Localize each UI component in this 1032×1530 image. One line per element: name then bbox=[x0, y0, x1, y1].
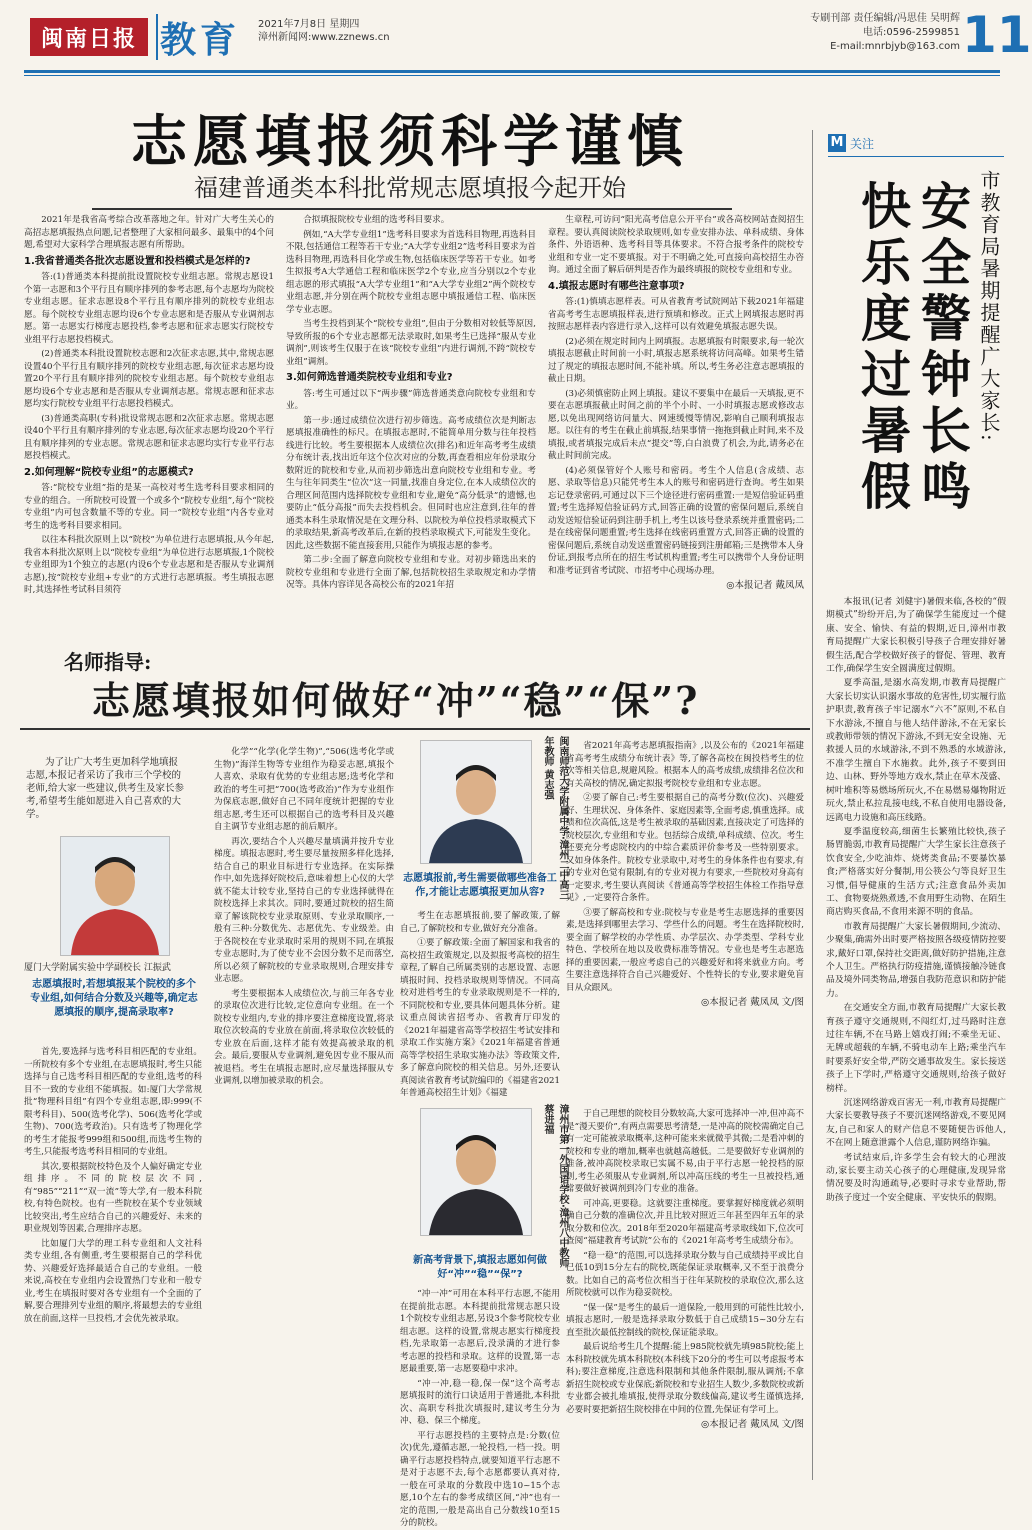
article2-rule bbox=[20, 728, 810, 730]
paragraph: 夏季高温,是溺水高发期,市教育局提醒广大家长切实认识溺水事故的危害性,切实履行监护职责,教育孩子牢记溺水“六不”原则,不私自下水游泳,不擅自与他人结伴游泳,不在无家长或教师带领的情况下游泳,不到无安全设施、无救援人员的水域游泳,不到不熟悉的水域游泳,不准学生擅自下水施救。此外,孩子不要到田边、山林、野外等地方戏水,禁止在草木茂盛、树叶堆积等易燃场所玩火,不在易燃易爆物附近玩火,禁止私拉乱接电线,不私自使用电器设备,远离电力设施和高压线路。 bbox=[826, 678, 1006, 823]
article2-column-d bbox=[566, 740, 804, 1104]
paragraph: 本报讯(记者 刘健宇)暑假来临,各校的“假期模式”纷纷开启,为了确保学生能度过一个健康、安全、愉快、有益的假期,近日,漳州市教育局提醒广大家长积极引导孩子合理安排好暑假生活,配合学校做好孩子的督促、管理、教育工作,确保学生安全圆满度过假期。 bbox=[826, 597, 1006, 675]
paragraph: (3)必须慎密防止网上填报。建议不要集中在最后一天填报,更不要在志愿填报截止时间之前的半个小时、一小时填报志愿或修改志愿,以免出现网络访问量大、网速缓慢等情况,影响自己顺利填报志愿。以往有的考生在截止前填报,结果事情一拖拖到截止时间,来不及填报,或者填报完成后未点“提交”等,白白浪费了机会,为此,请务必在截止时间前完成。 bbox=[548, 388, 804, 461]
article1-title: 志愿填报须科学谨慎 bbox=[131, 109, 689, 175]
article1-column-2 bbox=[286, 214, 536, 634]
paragraph: 2021年是我省高考综合改革落地之年。针对广大考生关心的高招志愿填报热点问题,记者整理了大家相问最多、最集中的4个问题,希望对大家科学合理填报志愿有所帮助。 bbox=[24, 215, 274, 250]
article2-column-e bbox=[400, 1288, 560, 1528]
masthead-rule bbox=[24, 70, 1000, 73]
teacher3-photo bbox=[420, 1108, 532, 1236]
paragraph: 平行志愿投档的主要特点是:分数(位次)优先,遵循志愿,一轮投档,一档一投。明确平行志愿投档特点,就要知道平行志愿不是对于志愿不去,每个志愿都要认真对待,一般在可录取的分数段中选10~15个志愿,10个左右的参考成绩区间,“冲”也有一定的范围,一般是高出自己分数线10至15分的院校。 bbox=[400, 1430, 560, 1528]
byline: ◎本报记者 戴凤凤 bbox=[726, 580, 804, 591]
newspaper-logo: 闽南日报 bbox=[30, 18, 148, 56]
page-number: 11 bbox=[962, 6, 1032, 64]
paragraph: 答:“院校专业组”指的是某一高校对考生选考科目要求相同的专业的组合。一所院校可设置一个或多个“院校专业组”,每个“院校专业组”内可包含数量不等的专业。同一“院校专业组”内各专业对考生的选考科目要求相同。 bbox=[24, 483, 274, 531]
paragraph: (4)必须保管好个人账号和密码。考生个人信息(含成绩、志愿、录取等信息)只能凭考生本人的账号和密码进行查询。考生如果忘记登录密码,可通过以下三个途径进行密码重置:一是短信验证码重置;考生选择短信验证码方式,回答正确的设置的密保问题后,系统自动发送短信验证码到注册手机上,考生以该号登录系统并重置密码;二是在线密保问题重置;考生选择在线密码重置方式,回答正确的设置的密保问题后,系统自动发送重置密码链接到注册邮箱;三是携带本人身份证,到报考点所在的招生考试机构重置;考生可以携带个人身份证明和准考证到省考试院、市招考中心现场办理。 bbox=[548, 465, 804, 576]
paragraph: 第一步:通过成绩位次进行初步筛选。高考成绩位次是判断志愿填报准确性的标尺。在填报志愿时,不能简单用分数与往年投档线进行比较。考生要根据本人成绩位次(排名)和近年高考考生成绩分布统计表,找出近年这个位次对应的分数,再查看相应年份录取分数附近的院校和专业,从而初步筛选出意向院校专业组和专业。考生与往年同类生“位次”这一同量,找准自身定位,在本人成绩位次的合理区间范围内选择院校专业组和专业,避免“高分低录”的遗憾,也要防止“低分高报”而失去投档机会。但同时也应注意到,往年的普通类本科生录取情况是在文理分科、以院校为单位投档录取模式下的录取结果,新高考改革后,在新的投档录取模式下,可能发生变化。因此,这些数据不能直接套用,只能作为填报志愿的参考。 bbox=[286, 415, 536, 551]
paragraph: 考生在志愿填报前,要了解政策,了解自己,了解院校和专业,做好充分准备。 bbox=[400, 911, 560, 934]
article1-subtitle: 福建普通类本科批常规志愿填报今起开始 bbox=[194, 174, 626, 202]
section-divider bbox=[156, 14, 158, 60]
issue-date: 2021年7月8日 星期四 bbox=[258, 19, 360, 30]
teacher3-caption: 漳州市第一外国语学校·漳州八中教师 蔡进福 bbox=[542, 1104, 568, 1268]
masthead-rule-thin bbox=[24, 75, 1000, 76]
article2-intro: 为了让广大考生更加科学地填报志愿,本报记者采访了我市三个学校的老师,给大家一些建议,供考生及家长参考,希望考生能如愿进入自己喜欢的大学。 bbox=[26, 757, 185, 820]
paragraph: 答:考生可通过以下“两步骤”筛选普通类意向院校专业组和专业。 bbox=[286, 388, 536, 411]
paragraph: ①要了解政策:全面了解国家和我省的高校招生政策规定,以及拟报考高校的招生章程,了解自己所属类别的志愿设置、志愿填报时间、投档录取规则等情况。不同高校对进档考生的专业录取规则是不一样的,不同院校和专业,要具体问题具体分析。建议重点阅读省招考办、省教育厅印发的《2021年福建省高等学校招生考试安排和录取工作实施方案》《2021年福建省普通高等学校招生录取实施办法》等政策文件,多了解意向院校的相关信息。另外,还要认真阅读省教育考试院编印的《福建省2021年普通高校招生计划》《福建 bbox=[400, 938, 560, 1098]
paragraph: 比如厦门大学的理工科专业组和人文社科类专业组,各有侧重,考生要根据自己的学科优势、兴趣爱好选择最适合自己的专业组。一般来说,高校在专业组内会设置热门专业和一般专业,考生在填报时要对各专业组有一个全面的了解,要合理排列专业组的顺序,将最想去的专业组放在前面,这样一旦投档,才会优先被录取。 bbox=[24, 1238, 202, 1324]
teacher2-question: 志愿填报前,考生需要做哪些准备工作,才能让志愿填报更加从容? bbox=[403, 873, 557, 898]
focus-rule bbox=[828, 156, 1004, 157]
masthead bbox=[0, 0, 1032, 70]
paragraph: 沉迷网络游戏百害无一利,市教育局提醒广大家长要教导孩子不要沉迷网络游戏,不要见网友,自己和家人的财产信息不要随便告诉他人,不在网上随意泄露个人信息,谨防网络诈骗。 bbox=[826, 1098, 1006, 1149]
question-heading: 3.如何筛选普通类院校专业组和专业? bbox=[286, 372, 453, 383]
paragraph: 夏季温度较高,细菌生长繁殖比较快,孩子肠胃脆弱,市教育局提醒广大学生家长注意孩子饮食安全,少吃油炸、烧烤类食品;不要暴饮暴食;严格落实好分餐制,用公筷公勺等良好卫生习惯,倡导健康的生活方式;注意食品外卖加工、食物要烧熟煮透,不食用野生动物、在陌生商店购买食品,不食用来源不明的食品。 bbox=[826, 826, 1006, 918]
paragraph: 考生要根据本人成绩位次,与前三年各专业的录取位次进行比较,定位意向专业组。在一个院校专业组内,专业的排序要注意梯度设置,将录取位次较高的专业放在前面,将录取位次较低的专业放在后面,这样才能有效提高被录取的机会。最后,要服从专业调剂,避免因专业不服从而被退档。考生在填报志愿时,应尽量选择服从专业调剂,以增加被录取的机会。 bbox=[214, 988, 394, 1086]
teacher3-question: 新高考背景下,填报志愿如何做好“冲”“稳”“保”? bbox=[413, 1255, 547, 1280]
teacher1-question: 志愿填报时,若想填报某个院校的多个专业组,如何结合分数及兴趣等,确定志愿填报的顺序,提高录取率? bbox=[30, 979, 198, 1018]
focus-headline-line2: 快乐度过暑假 bbox=[853, 180, 912, 516]
paragraph: “保一保”是考生的最后一道保险,一般用到的可能性比较小,填报志愿时,一般是选择录取分数低于自己成绩15~30分左右直至批次最低控制线的院校,保证能录取。 bbox=[566, 1302, 804, 1338]
paragraph: “稳一稳”的范围,可以选择录取分数与自己成绩持平或比自己低10到15分左右的院校,既能保证录取概率,又不至于浪费分数。比如自己的高考位次相当于往年某院校的录取位次,那么这所院校就可以作为稳妥院校。 bbox=[566, 1250, 804, 1298]
focus-label: 关注 bbox=[850, 137, 875, 151]
paragraph: “冲一冲”可用在本科平行志愿,不能用在提前批志愿。本科提前批常规志愿只设1个院校专业组志愿,另设3个参考院校专业组志愿。这样的设置,常规志愿实行梯度投档,先录取第一志愿后,没录满的才进行参考志愿的投档和录取。这样的设置,第一志愿最重要,第一志愿要稳中求冲。 bbox=[400, 1289, 560, 1374]
paragraph: ③要了解高校和专业:院校与专业是考生志愿选择的重要因素,是选择到哪里去学习、学些什么的问题。考生在选择院校时,要全面了解学校的办学性质、办学层次、办学类型、学科专业特色、学校所在地以及收费标准等情况。专业也是考生志愿选择的重要因素,一般应考虑自己的兴趣爱好和将来就业方向。考生要注意选择符合自己兴趣爱好、个性特长的专业,要求避免盲目从众跟风。 bbox=[566, 907, 804, 993]
paragraph: 以往本科批次原则上以“院校”为单位进行志愿填报,从今年起,我省本科批次原则上以“院校专业组”为单位进行志愿填报,1个院校专业组即为1个独立的志愿(内设6个专业志愿和是否服从专业调剂志愿),按“院校专业组+专业”的方式进行志愿填报。考生填报志愿时,其选择性考试科目须符 bbox=[24, 535, 274, 595]
paragraph: 省2021年高考志愿填报指南》,以及公布的《2021年福建省高考考生成绩分布统计表》等,了解各高校在闽投档考生的位次等相关信息,规避风险。根据本人的高考成绩,成绩排名位次和有关高校的情况,确定拟报考院校专业组和专业志愿。 bbox=[566, 741, 804, 789]
focus-tag bbox=[828, 134, 1008, 152]
paragraph: 答:(1)慎填志愿样表。可从省教育考试院网站下载2021年福建省高考考生志愿填报样表,进行预填和修改。正式上网填报志愿时再按照志愿样表内容进行录入,这样可以有效避免填报志愿失误。 bbox=[548, 297, 804, 332]
article2-kicker: 名师指导: bbox=[64, 650, 152, 674]
focus-badge: M bbox=[828, 134, 846, 152]
email: E-mail:mnrbjyb@163.com bbox=[830, 41, 960, 52]
editor-line: 专刷刊部 责任编辑/冯思佳 吴明辉 bbox=[810, 13, 960, 24]
article1-column-1 bbox=[24, 214, 274, 634]
paragraph: 其次,要根据院校特色及个人偏好确定专业组排序。不同的院校层次不同,有“985”“211”“双一流”等大学,有一般本科院校,有特色院校。也有一些院校在某个专业领域比较突出,考生应结合自己的兴趣爱好、未来的职业规划等因素,合理排序志愿。 bbox=[24, 1161, 202, 1234]
masthead-date-block bbox=[258, 18, 390, 44]
subtitle-rule bbox=[92, 208, 732, 210]
section-name: 教育 bbox=[160, 20, 241, 61]
paragraph: 例如,“A大学专业组1”选考科目要求为首选科目物理,再选科目不限,包括通信工程等若干专业;“A大学专业组2”选考科目要求为首选科目物理,再选科目化学或生物,包括临床医学等若干专业。如考生拟报考A大学通信工程和临床医学2个专业,应当分别以2个专业组志愿的形式填报“A大学专业组1”和“A大学专业组2”两个院校专业组志愿,并分别在两个院校专业组志愿中填报通信工程、临床医学专业志愿。 bbox=[286, 229, 536, 315]
paragraph: 首先,要选择与选考科目相匹配的专业组。一所院校有多个专业组,在志愿填报时,考生只能选择与自己选考科目相匹配的专业组,选考的科目不一致的专业组不能填报。如:厦门大学常规批“物理科目组”有四个专业组志愿,即:999(不限考科目)、500(选考化学)、506(选考化学或生物)、700(选考政治)。只有选考了物理化学的考生才能报考999组和500组,而选考生物的考生,只能报考选考科目相同的专业组。 bbox=[24, 1047, 202, 1157]
article2-column-b bbox=[214, 746, 394, 1486]
paragraph: 可冲高,更要稳。这就要注重梯度。要掌握好梯度就必须明确自己分数的准确位次,并且比较对照近三年甚至四年五年的录取分数和位次。2018年至2020年福建高考录取线如下,位次可查阅“福建教育考试院”公布的《2021年高考考生成绩分布》。 bbox=[566, 1198, 804, 1246]
focus-headline-line1: 安全警钟长鸣 bbox=[913, 180, 972, 516]
question-heading: 2.如何理解“院校专业组”的志愿模式? bbox=[24, 466, 194, 478]
paragraph: 再次,要结合个人兴趣尽量填满并按升专业梯度。填报志愿时,考生要尽量按照多样化选择,结合自己的职业目标进行专业选择。在实际操作中,如先选择好院校后,意味着想上心仪的大学就不能太计较专业,坚持自己的专业选择就得在院校选择上求其次。同时,要通过院校的招生简章了解该院校专业录取原则、专业录取顺序,一般有三种:分数优先、志愿优先、专业级差。由于各院校在专业录取时采用的规则不同,在填报专业志愿时,为了使专业不会因分数不足而落空,所以必须了解院校的专业录取规则,合理安排专业志愿。 bbox=[214, 836, 394, 984]
paragraph: (3)普通类高职(专科)批设常规志愿和2次征求志愿。常规志愿设40个平行且有顺序排列的专业志愿,每次征求志愿均设20个平行且有顺序排列的专业志愿。常规志愿和征求志愿均实行专业平行志愿投档模式。 bbox=[24, 413, 274, 461]
article2-column-a bbox=[24, 1046, 202, 1486]
paragraph: 当考生投档到某个“院校专业组”,但由于分数相对较低等原因,导致所报的6个专业志愿都无法录取时,如果考生已选择“服从专业调剂”,则该考生仅服于在该“院校专业组”内进行调剂,不跨“院校专业组”调剂。 bbox=[286, 319, 536, 367]
paragraph: 在交通安全方面,市教育局提醒广大家长教育孩子遵守交通规则,不闯红灯,过马路时注意过往车辆,不在马路上嬉戏打闹;不乘坐无证、无牌或超载的车辆,不骑电动车上路;乘坐汽车时要系好安全带,严防交通事故发生。家长接送孩子上下学时,严格遵守交通规则,给孩子做好榜样。 bbox=[826, 1003, 1006, 1094]
byline: ◎本报记者 戴凤凤 文/图 bbox=[700, 997, 804, 1008]
teacher2-photo bbox=[420, 740, 532, 864]
paragraph: 最后说给考生几个提醒:能上985院校就先填985院校;能上本科院校就先填本科院校(本科线下20分的考生可以考虑报考本科);要注意梯度,注意选科限制和其他条件限制,服从调剂;不拿新招生院校或专业保底;新院校和专业招生人数少,多数院校或新专业都会被扎堆填报,使得录取分数线偏高,建议考生谨慎选择,必要时要把新招生院校排在中间的位置,先保证有学可上。 bbox=[566, 1342, 804, 1415]
article1-column-3 bbox=[548, 214, 804, 634]
teacher1-caption: 厦门大学附属实验中学副校长 江振武 bbox=[24, 963, 171, 973]
paragraph: ②要了解自己:考生要根据自己的高考分数(位次)、兴趣爱好、生理状况、身体条件、家庭因素等,全面考虑,慎重选择。成绩和位次高低,这是考生被录取的基础因素,直接决定了可选择的院校层次,专业组和专业。包括综合成绩,单科成绩、位次。考生还要充分考虑院校内的中综合素质评价参考及一些特别要求。又如身体条件。院校专业录取中,对考生的身体条件也有要求,有的专业对色觉有限制,有的专业对视力有要求,一些院校对身高有一定要求,考生要认真阅读《普通高等学校招生体检工作指导意见》,一定要符合条件。 bbox=[566, 793, 804, 903]
paragraph: 化学”“化学(化学生物)”,“506(选考化学或生物)”海洋生物等专业组作为稳妥志愿,填报个人喜欢、录取有优势的专业组志愿;选考化学和政治的考生可把“700(选考政治)”作为专业组作为保底志愿,做好自己不同年度统计把握的专业组志愿,考生还可以根据自己的选考科目及兴趣自主调节专业组志愿的前后顺序。 bbox=[214, 747, 394, 832]
paragraph: 第二步:全面了解意向院校专业组和专业。对初步筛选出来的院校专业组和专业进行全面了解,包括院校招生录取规定和办学情况等。具体内容详见各高校公布的2021年招 bbox=[286, 555, 536, 590]
focus-body bbox=[826, 596, 1006, 1476]
paragraph: (2)普通类本科批设置院校志愿和2次征求志愿,其中,常规志愿设置40个平行且有顺序排列的院校专业组志愿,每次征求志愿均设置20个平行且有顺序排列的院校专业组志愿。每个院校专业组志愿均设6个专业志愿和是否服从专业调剂志愿。常规志愿和征求志愿均实行院校专业组平行志愿投档模式。 bbox=[24, 349, 274, 409]
phone: 电话:0596-2599851 bbox=[863, 27, 960, 38]
question-heading: 1.我省普通类各批次志愿设置和投档模式是怎样的? bbox=[24, 255, 251, 267]
article2-column-c bbox=[400, 910, 560, 1096]
teacher1-photo bbox=[60, 836, 170, 956]
paragraph: 市教育局提醒广大家长暑假期间,少流动、少聚集,确需外出时要严格按照各级疫情防控要求,戴好口罩,保持社交距离,做好防护措施,注意个人卫生。严格执行防疫措施,谨慎接触冷链食品及境外同类物品,增强自我防范意识和防护能力。 bbox=[826, 921, 1006, 999]
paragraph: (2)必须在规定时间内上网填报。志愿填报有时限要求,每一轮次填报志愿截止时间前一小时,填报志愿系统将访问高峰。如果考生错过了规定的填报志愿时间,不能补填。所以,考生务必注意志愿填报的截止日期。 bbox=[548, 336, 804, 384]
article2-title: 志愿填报如何做好“冲”“稳”“保”? bbox=[92, 678, 700, 723]
paragraph: 考试结束后,许多学生会有较大的心理波动,家长要主动关心孩子的心理健康,发现异常情况要及时沟通疏导,必要时寻求专业帮助,帮助孩子度过一个安全健康、平安快乐的假期。 bbox=[826, 1152, 1006, 1203]
paragraph: 生章程,可访问“阳光高考信息公开平台”或各高校网站查阅招生章程。要认真阅读院校录取规则,如专业安排办法、单科成绩、身体条件、外语语种、选考科目等具体要求。不符合报考条件的院校专业组和专业一定不要填报。对于不明确之处,可直接向高校招生办咨询。通过全面了解后研判是否作为最终填报的院校专业组和专业。 bbox=[548, 215, 804, 275]
paragraph: 合拟填报院校专业组的选考科目要求。 bbox=[303, 215, 450, 225]
byline: ◎本报记者 戴凤凤 文/图 bbox=[700, 1419, 804, 1430]
article2-column-f bbox=[566, 1108, 804, 1484]
website: 漳州新闻网:www.zznews.cn bbox=[258, 32, 390, 43]
teacher2-caption: 闽南师范大学附属中学·漳州二中高三年教师 黄志强 bbox=[542, 736, 568, 900]
question-heading: 4.填报志愿时有哪些注意事项? bbox=[548, 280, 685, 292]
focus-kicker: 市教育局暑期提醒广大家长: bbox=[977, 170, 1001, 443]
sidebar-divider bbox=[812, 130, 813, 1480]
paragraph: 于自己理想的院校目分数较高,大家可选择冲一冲,但冲高不是“漫天要价”,有两点需要思考清楚,一是冲高的院校需确定自己有一定可能被录取概率,这种可能来来就微乎其微;二是看冲刺的院校和专业的增加,概率也就越高越低。二是要做好专业调剂的准备,被冲高院校录取已实属不易,由于平行志愿一轮投档的原则,考生必须服从专业调剂,所以冲高压线的考生一旦被投档,通常要做好被调剂到冷门专业的准备。 bbox=[566, 1109, 804, 1194]
paragraph: “冲一冲,稳一稳,保一保”这个高考志愿填报时的流行口诀适用于普通批,本科批次、高职专科批次填报时,建议考生分为冲、稳、保三个梯度。 bbox=[400, 1378, 560, 1426]
masthead-editor-block bbox=[760, 12, 960, 54]
paragraph: 答:(1)普通类本科提前批设置院校专业组志愿。常规志愿设1个第一志愿和3个平行且有顺序排列的参考志愿,每个志愿均为院校专业组志愿。征求志愿设8个平行且有顺序排列的院校专业组志愿。每个院校专业组志愿均设6个专业志愿和是否服从专业调剂志愿。第一志愿实行梯度志愿投档,参考志愿和征求志愿实行院校专业组平行志愿投档模式。 bbox=[24, 272, 274, 345]
